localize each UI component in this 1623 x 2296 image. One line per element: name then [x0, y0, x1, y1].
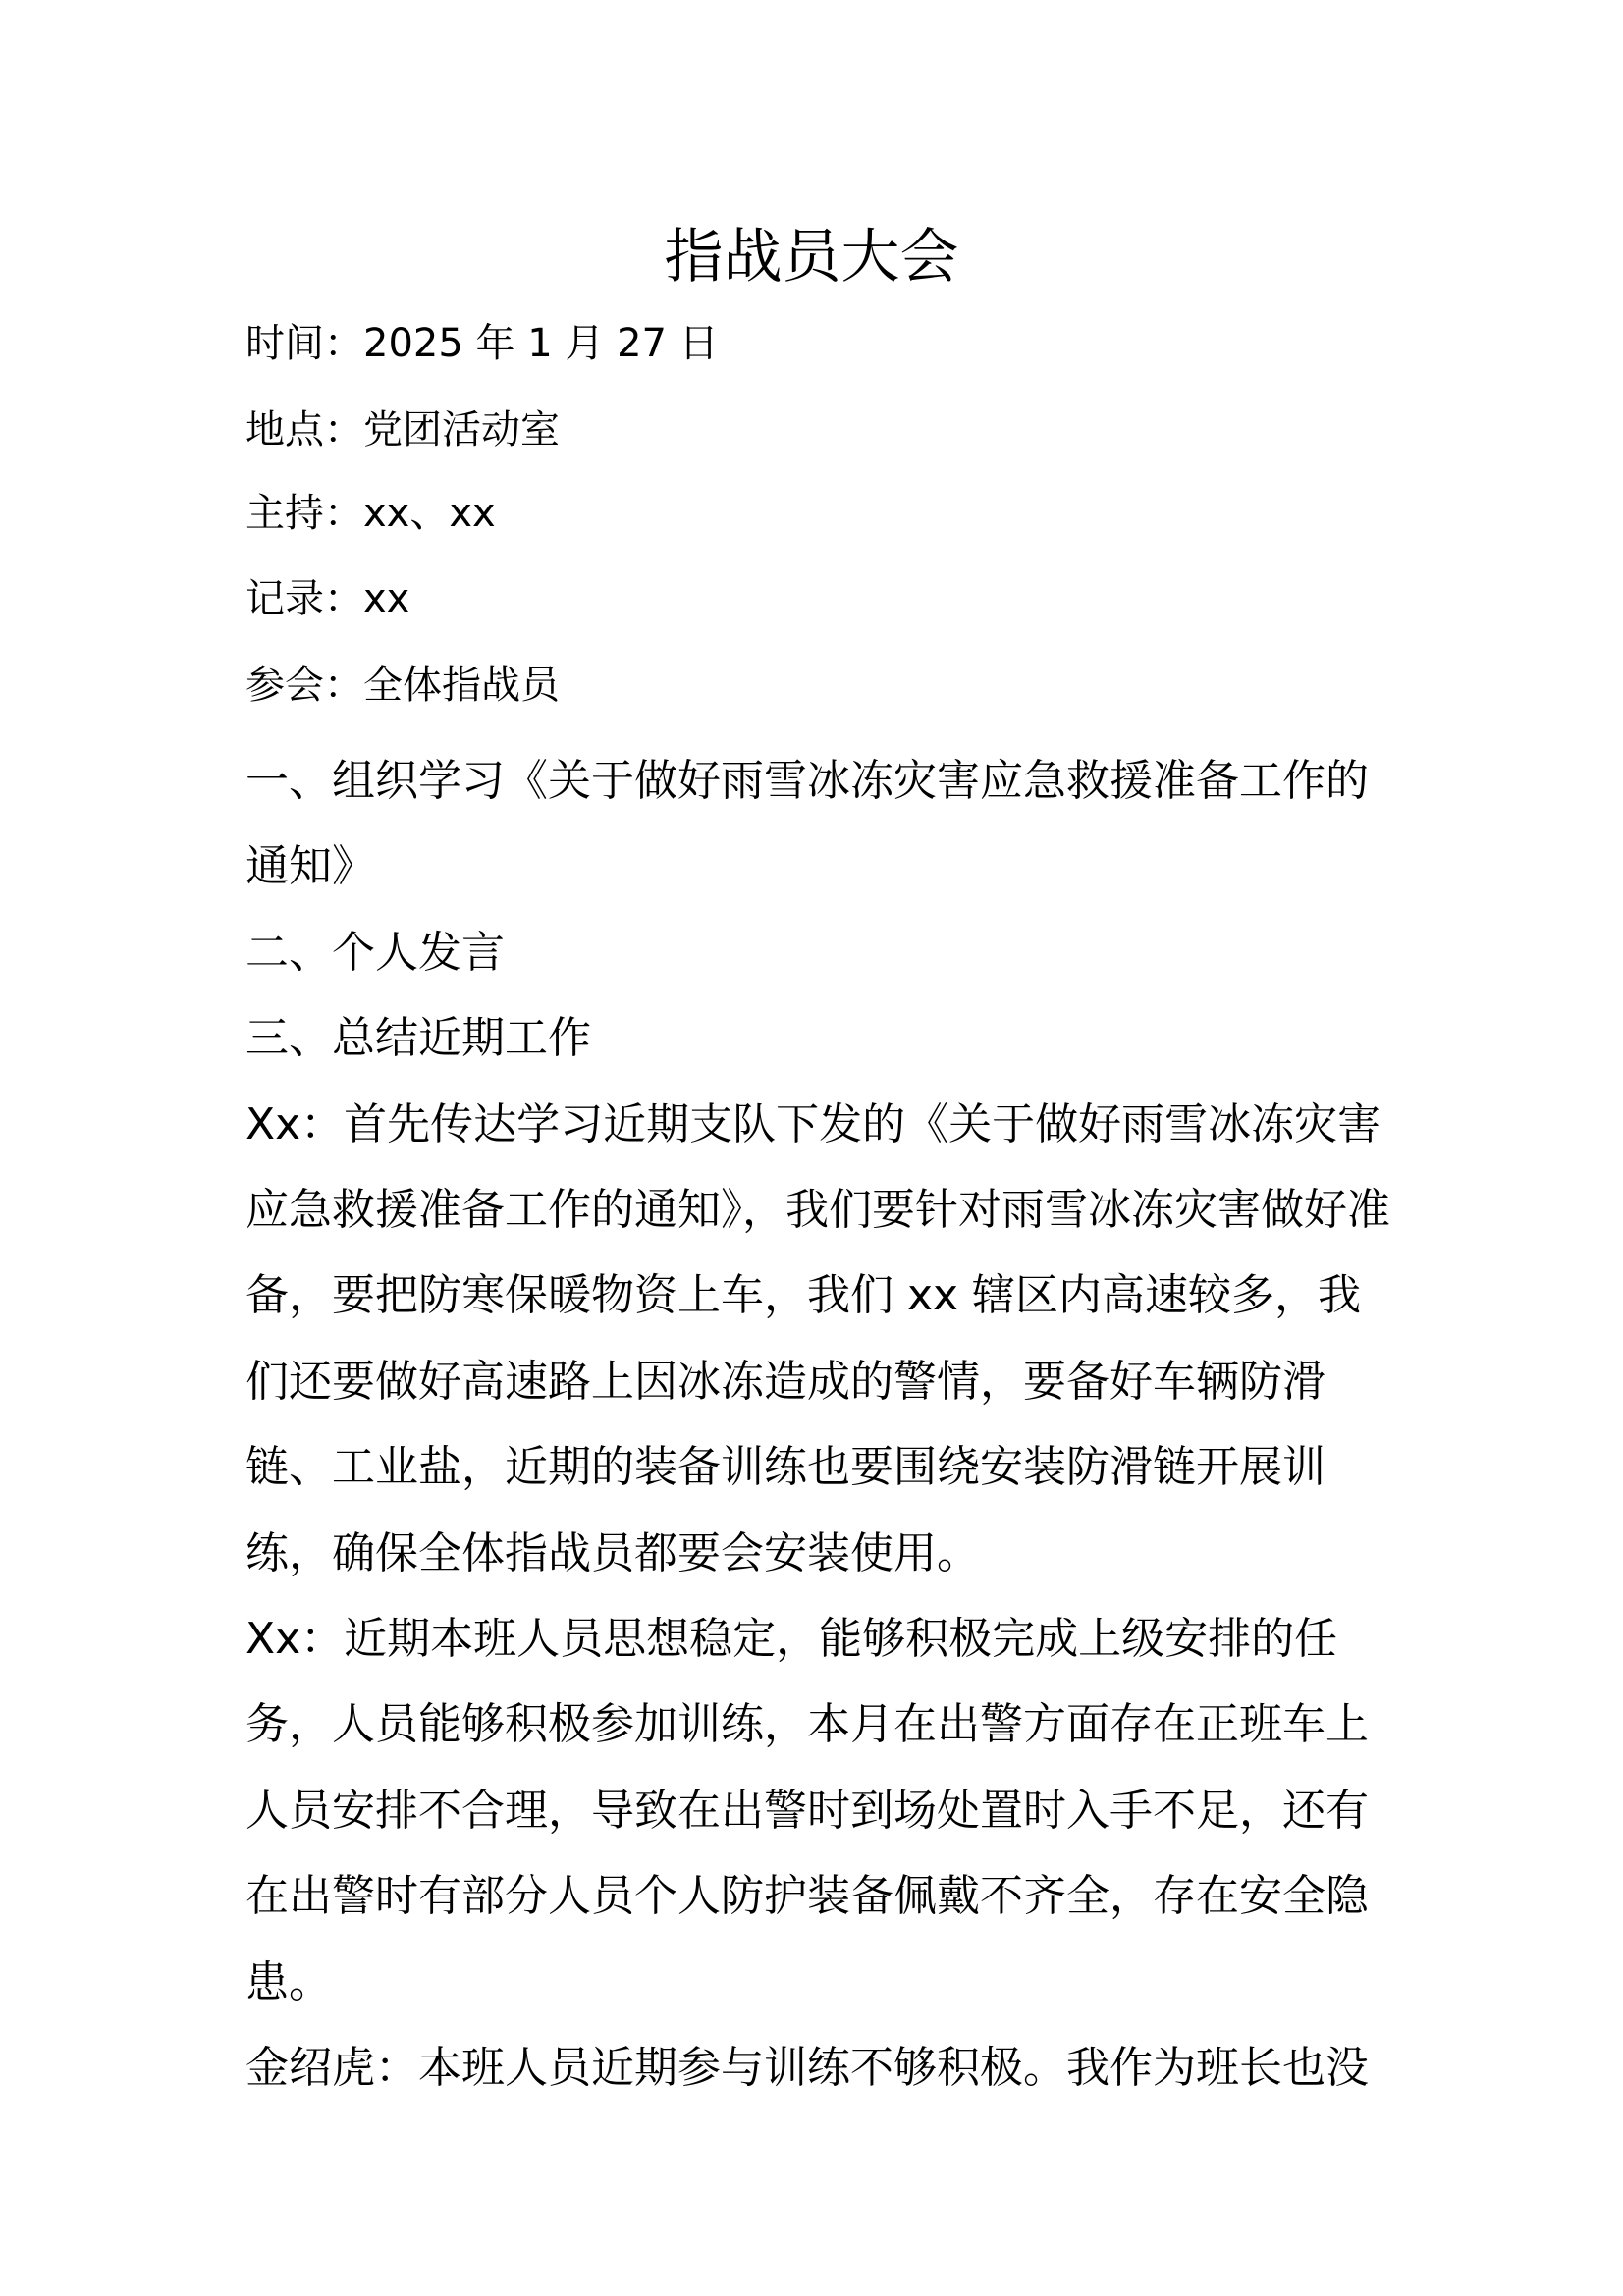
speech-paragraph-3: 金绍虎：本班人员近期参与训练不够积极。我作为班长也没: [245, 2043, 1369, 2094]
meeting-host: 主持：xx、xx: [245, 491, 496, 536]
meeting-body: [245, 738, 1394, 2111]
agenda-item-2: 二、个人发言: [245, 927, 505, 978]
document-title: 指战员大会: [664, 223, 959, 292]
speech-paragraph-2: Xx：近期本班人员思想稳定，能够积极完成上级安排的任务，人员能够积极参加训练，本月在出警方面存在正班车上人员安排不合理，导致在出警时到场处置时入手不足，还有在出警时有部分人员个人防护装备佩戴不齐全，存在安全隐患。: [245, 1614, 1369, 2007]
agenda-item-3: 三、总结近期工作: [245, 1013, 591, 1064]
meeting-place: 地点：党团活动室: [245, 407, 560, 453]
meeting-time: 时间：2025 年 1 月 27 日: [245, 321, 719, 366]
speech-paragraph-1: Xx：首先传达学习近期支队下发的《关于做好雨雪冰冻灾害应急救援准备工作的通知》，我们要针对雨雪冰冻灾害做好准备，要把防寒保暖物资上车，我们 xx 辖区内高速较多，我们还要做好高速路上因冰冻造成的警情，要备好车辆防滑链、工业盐，近期的装备训练也要围绕安装防滑链开展训练，确保全体指战员都要会安装使用。: [245, 1098, 1390, 1578]
meeting-attendees: 参会：全体指战员: [245, 663, 560, 708]
meeting-recorder: 记录：xx: [245, 576, 410, 621]
agenda-item-1: 一、组织学习《关于做好雨雪冰冻灾害应急救援准备工作的通知》: [245, 756, 1369, 892]
